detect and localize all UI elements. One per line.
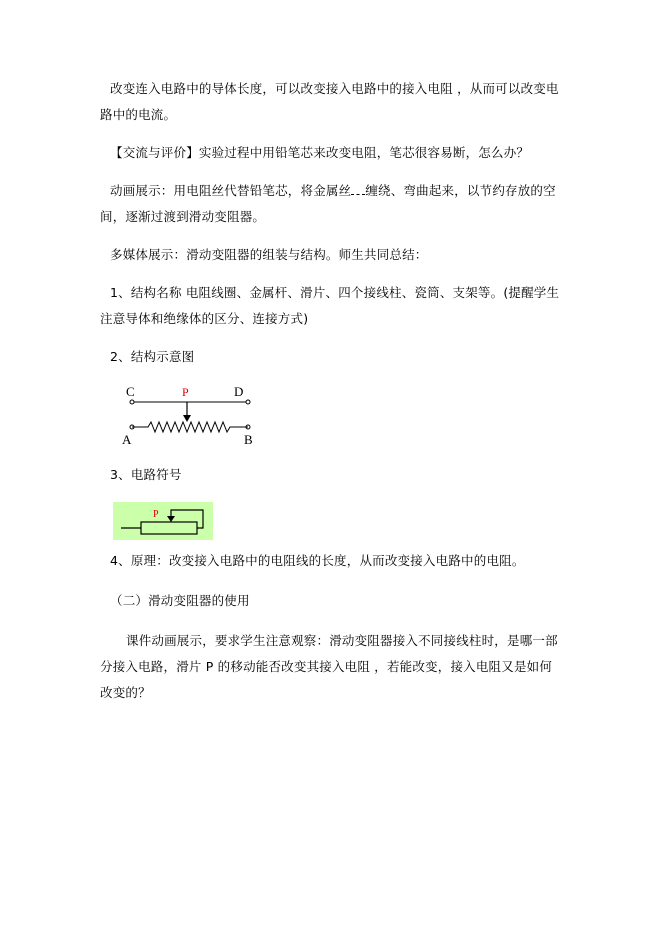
paragraph-multimedia-demo: 多媒体展示：滑动变阻器的组装与结构。师生共同总结： bbox=[110, 247, 428, 262]
paragraph-principle: 4、原理：改变接入电路中的电阻线的长度，从而改变接入电路中的电阻。 bbox=[110, 553, 525, 568]
terminal-label-b: B bbox=[244, 432, 253, 447]
terminal-label-c: C bbox=[126, 384, 135, 399]
symbol-label-p: P bbox=[153, 509, 159, 520]
paragraph-circuit-symbol-heading: 3、电路符号 bbox=[110, 467, 182, 482]
paragraph-structure-diagram-heading: 2、结构示意图 bbox=[110, 349, 195, 364]
terminal-c bbox=[130, 400, 134, 404]
section-heading-rheostat-usage: （二）滑动变阻器的使用 bbox=[110, 593, 250, 608]
slider-label-p: P bbox=[182, 385, 189, 399]
blank-underline bbox=[351, 185, 365, 195]
paragraph-courseware-animation: 课件动画展示，要求学生注意观察：滑动变阻器接入不同接线柱时，是哪一部分接入电路，滑片 P 的移动能否改变其接入电阻 ，若能改变，接入电阻又是如何改变的？ bbox=[100, 633, 558, 700]
terminal-d bbox=[246, 400, 250, 404]
slider-arrow bbox=[183, 415, 191, 422]
paragraph-structure-names: 1、结构名称 电阻线圈、金属杆、滑片、四个接线柱、瓷筒、支架等。(提醒学生注意导体和绝缘体的区分、连接方式) bbox=[100, 285, 560, 326]
paragraph-animation-demo bbox=[100, 178, 562, 230]
animation-demo-text-b: 缠绕、弯曲起来，以节约存放的空间，逐渐过渡到滑动变阻器。 bbox=[100, 183, 556, 224]
resistance-coil bbox=[132, 422, 248, 432]
rheostat-structure-diagram bbox=[116, 380, 266, 450]
paragraph-exchange-evaluation: 【交流与评价】实验过程中用铅笔芯来改变电阻，笔芯很容易断，怎么办？ bbox=[110, 145, 530, 160]
terminal-label-a: A bbox=[122, 432, 132, 447]
rheostat-circuit-symbol bbox=[113, 502, 213, 540]
animation-demo-text-a: 动画展示：用电阻丝代替铅笔芯，将金属丝 bbox=[110, 183, 352, 198]
paragraph-conductor-length: 改变连入电路中的导体长度，可以改变接入电路中的接入电阻 ，从而可以改变电路中的电流。 bbox=[100, 81, 559, 122]
terminal-label-d: D bbox=[234, 384, 244, 399]
